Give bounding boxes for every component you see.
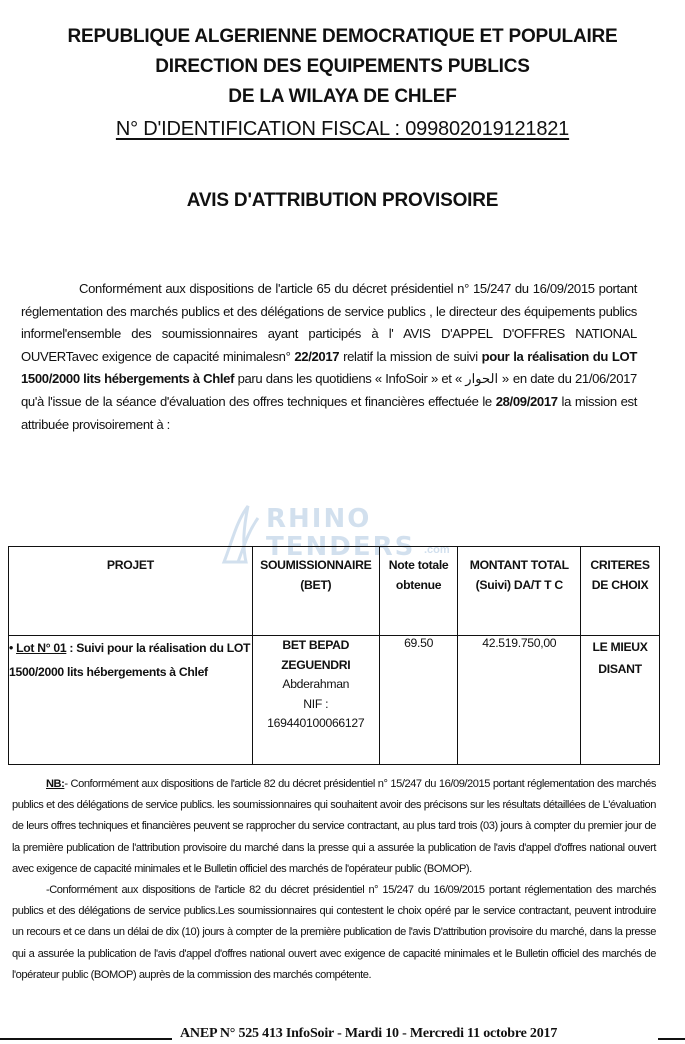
footer-rule-right — [658, 1038, 685, 1040]
bidder-line4: NIF : — [303, 696, 329, 711]
header-note: Note totale obtenue — [379, 547, 458, 636]
document-header — [0, 22, 685, 146]
intro-part2: relatif la mission de suivi — [343, 348, 478, 364]
criteria-line2: DISANT — [598, 662, 642, 676]
nb-text-1: - Conformément aux dispositions de l'article 82 du décret présidentiel n° 15/247 du 16/09/2015 portant réglementation des marchés publics et des délégations de service publics. les soumissionnaires qui souhaitent avoir des précisons sur les résultats détaillées de L'évaluation de leurs offres techniques et financières peuvent se rapprocher du service contractant, au plus tard trois (03) jours à compter du premier jour de la première publication de l'attribution provisoire du marché dans la presse qui a assurée la publication de l'avis d'appel d'offres national ouvert avec exigence de capacité minimales et le Bulletin officiel des marchés de l'opérateur public (BOMOP). — [12, 778, 656, 875]
nb-label: NB: — [46, 778, 65, 790]
cell-soumissionnaire — [252, 636, 379, 765]
nb-paragraph-1 — [12, 774, 656, 880]
bullet-icon: • — [9, 641, 17, 655]
watermark-line1: RHINO — [266, 504, 372, 534]
header-wilaya: DE LA WILAYA DE CHLEF — [228, 86, 457, 107]
intro-part3: paru dans les quotidiens « InfoSoir » et « الحوار » en date du 21/06/2017 qu'à l'issue de la séance d'évaluation des offres techniques et financières effectuée le — [21, 371, 637, 409]
cell-amount: 42.519.750,00 — [458, 636, 581, 765]
header-montant: MONTANT TOTAL (Suivi) DA/T T C — [458, 547, 581, 636]
cell-criteria — [581, 636, 660, 765]
nb-section — [12, 774, 656, 986]
intro-paragraph — [21, 278, 637, 436]
header-direction: DIRECTION DES EQUIPEMENTS PUBLICS — [155, 56, 530, 77]
fiscal-id: N° D'IDENTIFICATION FISCAL : 099802019121821 — [115, 118, 570, 140]
criteria-line1: LE MIEUX — [592, 640, 648, 654]
nb-text-2: -Conformément aux dispositions de l'article 82 du décret présidentiel n° 15/247 du 16/09/2015 portant réglementation des marchés publics et des délégations de service publics.Les soumissionnaires qui contestent le choix opéré par le service contractant, peuvent introduire un recours et ce dans un délai de dix (10) jours à compter de la première publication de l'avis D'attribution provisoire du marché, dans la presse qui a assurée la publication de l'avis d'appel d'offres national ouvert avec exigence de capacité minimales et le Bulletin officiel des marchés de l'opérateur public (BOMOP) auprès de la commission des marchés compétente. — [12, 884, 656, 981]
bidder-line5: 169440100066127 — [267, 716, 365, 730]
bidder-line2: ZEGUENDRI — [281, 657, 351, 672]
table-header-row — [9, 547, 660, 636]
footer-rule-left — [0, 1038, 172, 1040]
watermark-line2: TENDERS — [266, 532, 416, 562]
bidder-line1: BET BEPAD — [282, 638, 350, 652]
intro-part1: Conformément aux dispositions de l'article 65 du décret présidentiel n° 15/247 du 16/09/2015 portant réglementation des marchés publics et des délégations de service publics , le directeur des équipements publics informel'ensemble des soumissionnaires ayant participés à l' AVIS D'APPEL D'OFFRES NATIONAL OUVERTavec exigence de capacité minimalesn° — [21, 281, 637, 364]
cell-score: 69.50 — [379, 636, 458, 765]
header-projet: PROJET — [9, 547, 253, 636]
lot-label: Lot N° 01 — [16, 641, 67, 655]
intro-ref: 22/2017 — [294, 348, 340, 364]
intro-bold-phrase: pour la réalisation du LOT 1500/2000 lits hébergements à Chlef — [21, 348, 638, 387]
attribution-table — [8, 546, 660, 765]
bidder-line3: Abderahman — [282, 677, 350, 691]
intro-part4: la mission est attribuée provisoirement à : — [21, 393, 637, 432]
nb-paragraph-2 — [12, 880, 656, 986]
header-criteres: CRITERES DE CHOIX — [581, 547, 660, 636]
publication-footer: ANEP N° 525 413 InfoSoir - Mardi 10 - Mercredi 11 octobre 2017 — [180, 1026, 558, 1041]
table-row — [9, 636, 660, 765]
intro-date: 28/09/2017 — [495, 393, 558, 409]
cell-projet — [9, 636, 253, 765]
header-republic: REPUBLIQUE ALGERIENNE DEMOCRATIQUE ET POPULAIRE — [67, 26, 618, 47]
notice-title: AVIS D'ATTRIBUTION PROVISOIRE — [186, 190, 499, 211]
header-soumissionnaire: SOUMISSIONNAIRE (BET) — [252, 547, 379, 636]
watermark-suffix: .com — [424, 544, 450, 556]
lot-text: : Suivi pour la réalisation du LOT 1500/2000 lits hébergements à Chlef — [9, 641, 251, 679]
